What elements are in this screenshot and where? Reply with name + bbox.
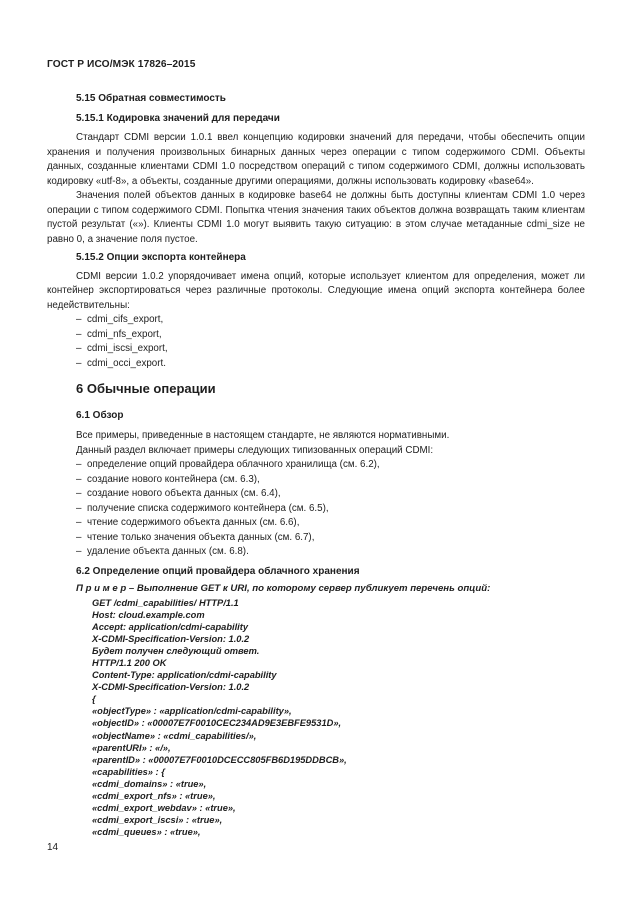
section-heading-6-1: 6.1 Обзор xyxy=(76,409,124,421)
document-header: ГОСТ Р ИСО/МЭК 17826–2015 xyxy=(47,59,196,70)
example-intro xyxy=(47,582,585,597)
list-item: – создание нового объекта данных (см. 6.4), xyxy=(76,488,281,499)
code-line: Будет получен следующий ответ. xyxy=(92,645,260,656)
code-line: «parentURI» : «/», xyxy=(92,742,171,753)
list-item: – удаление объекта данных (см. 6.8). xyxy=(76,546,249,557)
code-line: GET /cdmi_capabilities/ HTTP/1.1 xyxy=(92,597,239,608)
list-item: – cdmi_cifs_export, xyxy=(76,314,164,325)
code-line: «capabilities» : { xyxy=(92,766,165,777)
list-item: – определение опций провайдера облачного хранилища (см. 6.2), xyxy=(76,459,380,470)
section-heading-5-15: 5.15 Обратная совместимость xyxy=(76,93,226,104)
code-line: Content-Type: application/cdmi-capability xyxy=(92,670,277,681)
example-text: – Выполнение GET к URI, по которому сервер публикует перечень опций: xyxy=(126,583,491,594)
paragraph: CDMI версии 1.0.2 упорядочивает имена опций, которые использует клиентом для определения, может ли контейнер экспортироваться через различные протоколы. Следующие имена опций экспорта контейнера более недействительны: xyxy=(47,270,585,311)
code-line: «objectName» : «cdmi_capabilities/», xyxy=(92,730,257,741)
paragraph: Значения полей объектов данных в кодировке base64 не должны быть доступны клиентам CDMI 1.0 через операции с типом содержимого CDMI. Попытка чтения значения таких объектов должна возвращать таким клиентам пустой результат («»). Клиенты CDMI 1.0 могут выявить такую ситуацию: в этом случае метаданные cdmi_size не равно 0, а значение поля пустое. xyxy=(47,190,585,245)
list-item: – чтение только значения объекта данных (см. 6.7), xyxy=(76,531,315,543)
code-line: «cdmi_export_webdav» : «true», xyxy=(92,803,236,814)
section-heading-6: 6 Обычные операции xyxy=(76,381,216,396)
list-item: – получение списка содержимого контейнера (см. 6.5), xyxy=(76,502,329,514)
code-example xyxy=(47,597,585,839)
list-item: – cdmi_iscsi_export, xyxy=(76,343,168,354)
code-line: «cdmi_export_nfs» : «true», xyxy=(92,791,216,801)
paragraph: Все примеры, приведенные в настоящем стандарте, не являются нормативными. xyxy=(76,430,450,441)
list-item: – создание нового контейнера (см. 6.3), xyxy=(76,473,260,485)
list-item: – чтение содержимого объекта данных (см. 6.6), xyxy=(76,517,300,528)
code-line: «parentID» : «00007E7F0010DCECC805FB6D195DDBCB», xyxy=(92,754,347,765)
list-item: – cdmi_nfs_export, xyxy=(76,328,162,340)
code-line: Accept: application/cdmi-capability xyxy=(92,621,249,632)
code-line: { xyxy=(92,694,96,705)
code-line: «cdmi_queues» : «true», xyxy=(92,827,201,838)
operations-list xyxy=(47,458,585,560)
code-line: «objectID» : «00007E7F0010CEC234AD9E3EBFE9531D», xyxy=(92,718,342,729)
code-line: Host: cloud.example.com xyxy=(92,609,205,620)
list-item: – cdmi_occi_export. xyxy=(76,357,166,369)
code-line: HTTP/1.1 200 OK xyxy=(92,657,167,668)
section-heading-6-2: 6.2 Определение опций провайдера облачного хранения xyxy=(76,565,360,577)
section-heading-5-15-1: 5.15.1 Кодировка значений для передачи xyxy=(76,112,280,124)
paragraph: Данный раздел включает примеры следующих типизованных операций CDMI: xyxy=(76,444,434,456)
page-content xyxy=(47,92,585,838)
page-number: 14 xyxy=(47,842,59,853)
code-line: «objectType» : «application/cdmi-capability», xyxy=(92,706,292,717)
paragraph: Стандарт CDMI версии 1.0.1 ввел концепцию кодировки значений для передачи, чтобы обеспечить опции хранения и получения произвольных бинарных данных через операции с типом содержимого CDMI. Объекты данных, созданные клиентами CDMI 1.0 посредством операций с типом содержимого CDMI, должны использовать кодировку «utf-8», а объекты, созданные другими операциями, должны использовать кодировку «base64». xyxy=(47,132,585,187)
code-line: X-CDMI-Specification-Version: 1.0.2 xyxy=(92,633,250,644)
code-line: X-CDMI-Specification-Version: 1.0.2 xyxy=(92,682,250,693)
example-label: П р и м е р xyxy=(76,583,127,594)
code-line: «cdmi_export_iscsi» : «true», xyxy=(92,815,223,826)
section-heading-5-15-2: 5.15.2 Опции экспорта контейнера xyxy=(76,252,246,263)
export-options-list xyxy=(47,313,585,371)
code-line: «cdmi_domains» : «true», xyxy=(92,778,207,789)
